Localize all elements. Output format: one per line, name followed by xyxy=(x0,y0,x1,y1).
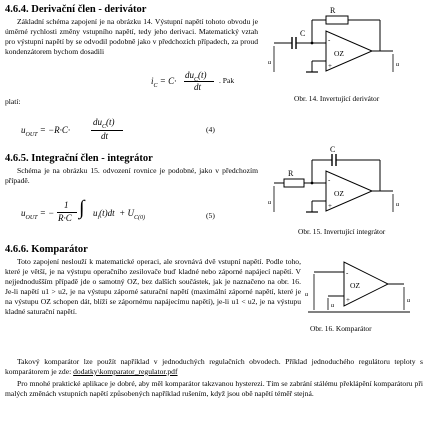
comparator-schematic xyxy=(304,252,419,320)
opamp-label: OZ xyxy=(334,189,344,198)
svg-text:u: u xyxy=(407,297,411,304)
regulator-pdf-link[interactable]: dodatky\komparator_regulator.pdf xyxy=(73,366,178,376)
derivator-schematic xyxy=(268,6,418,86)
equation-5: $u_{OUT}$ = − 1 R·C ∫ $u_i(t)dt + U_{C(0)}$ xyxy=(21,197,145,223)
comparator-paragraph-2: Takový komparátor lze použít například v jednoduchých regulačních obvodech. Příklad jednoduchého regulátoru teploty s komparátorem je zde: dodatky\komparator_regulator.pdf xyxy=(5,357,423,376)
equation-4: $u_{OUT} = -R\cdot C\cdot$ $du_C(t)$ dt xyxy=(21,115,161,143)
derivator-paragraph: Základní schéma zapojení je na obrázku 14. Výstupní napětí tohoto obvodu je úměrné rychlosti změny vstupního napětí, tedy jeho derivaci. Matematický vztah pro výstupní napětí by se odvodil podobně jako v předchozích případech, za proud kondenzátorem bychom dosadili xyxy=(5,17,258,56)
svg-text:R: R xyxy=(330,6,336,15)
svg-text:u: u xyxy=(305,291,309,298)
section-heading-derivator: 4.6.4. Derivační člen - derivátor xyxy=(5,4,147,15)
svg-text:-: - xyxy=(328,36,331,44)
opamp-label: OZ xyxy=(334,49,344,58)
svg-text:-: - xyxy=(346,269,349,277)
svg-text:-: - xyxy=(328,176,331,184)
comparator-paragraph-3: Pro mnohé praktické aplikace je dobré, aby měl komparátor takzvanou hysterezi. Tím se zabrání stálému překlápění komparátoru při malých změnách vstupních napětí způsobených například rušením, když jsou obě napětí téměř stejná. xyxy=(5,379,423,398)
svg-text:+: + xyxy=(328,62,332,70)
svg-text:u: u xyxy=(396,201,400,208)
svg-text:C: C xyxy=(300,29,306,38)
integrator-paragraph: Schéma je na obrázku 15. odvození rovnice je podobné, jako v předchozím případě. xyxy=(5,166,258,185)
opamp-label: OZ xyxy=(350,281,360,290)
svg-text:C: C xyxy=(330,146,336,154)
svg-text:R: R xyxy=(288,169,294,178)
svg-text:u: u xyxy=(396,61,400,68)
capacitor-current-formula: $i_C = C\cdot$ $du_C(t)$ dt . Pak xyxy=(151,70,235,92)
section-heading-comparator: 4.6.6. Komparátor xyxy=(5,244,88,255)
figure-14-caption: Obr. 14. Invertující derivátor xyxy=(294,94,380,103)
svg-text:u: u xyxy=(331,302,335,309)
equation-4-number: (4) xyxy=(206,125,215,134)
integrator-schematic xyxy=(268,146,418,226)
section-heading-integrator: 4.6.5. Integrační člen - integrátor xyxy=(5,153,153,164)
svg-text:+: + xyxy=(328,202,332,210)
svg-text:u: u xyxy=(268,199,272,206)
svg-text:u: u xyxy=(268,59,272,66)
plati-label: platí: xyxy=(5,97,21,106)
figure-15-caption: Obr. 15. Invertující integrátor xyxy=(298,227,386,236)
svg-text:+: + xyxy=(346,296,350,304)
comparator-paragraph-1: Toto zapojení neslouží k matematické operaci, ale srovnává dvě vstupní napětí. Podle toho, které je větší, je na výstupu operačního zesilovače buď kladné nebo záporné napájecí napětí. V nejjednodušším případě jde o samotný OZ, bez dalších součástek, jak je naznačeno na obr. 16. Je-li napětí u1 > u2, je na výstupu záporné saturační napětí (maximální záporné napětí, které je na výstupu OZ schopen dát, blíží se zápornému napájecímu napětí), je-li u1 < u2, je na výstupu kladné saturační napětí. xyxy=(5,257,301,316)
equation-5-number: (5) xyxy=(206,211,215,220)
figure-16-caption: Obr. 16. Komparátor xyxy=(310,324,372,333)
